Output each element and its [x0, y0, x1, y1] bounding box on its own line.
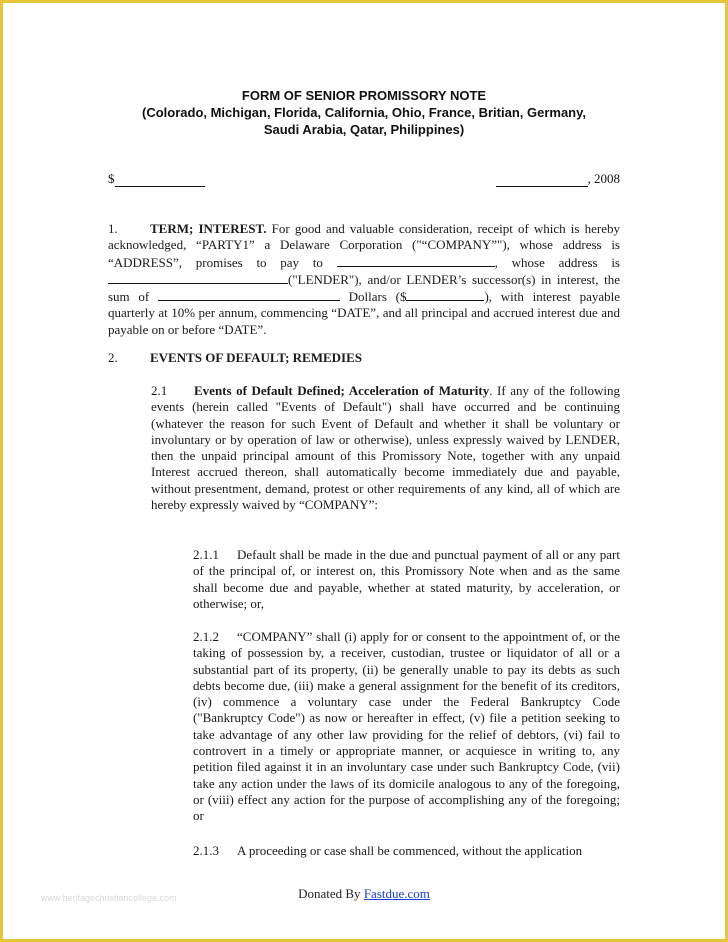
amount-blank[interactable] [115, 173, 205, 187]
section-2-1-1 [193, 547, 620, 612]
section-1-term-interest [108, 221, 620, 338]
section-text-d: Dollars ($ [339, 289, 407, 305]
amount-field [108, 171, 205, 187]
document-subtitle-line2: Saudi Arabia, Qatar, Philippines) [263, 122, 465, 137]
document-subtitle-line1: (Colorado, Michigan, Florida, California, Ohio, France, Britian, Germany, [142, 105, 586, 120]
section-heading: EVENTS OF DEFAULT; REMEDIES [150, 350, 363, 365]
section-2-1-3 [193, 843, 620, 859]
section-2-heading [108, 350, 620, 366]
document-title: FORM OF SENIOR PROMISSORY NOTE [241, 88, 487, 103]
section-number: 2.1.1 [193, 547, 219, 562]
section-heading: Events of Default Defined; Acceleration of Maturity [194, 383, 490, 398]
section-heading: TERM; INTEREST. [150, 221, 267, 236]
year-suffix: , 2008 [587, 171, 620, 186]
section-text-a: For good and valuable consideration, receipt of which is hereby acknowledged, “PARTY1” a Delaware Corporation ("“COMPANY”"), whose address is “ADDRESS”, promises to pay to [108, 221, 620, 270]
sum-blank[interactable] [158, 288, 340, 301]
section-text-e: ), with interest payable quarterly at 10% per annum, commencing “DATE”, and all principal and accrued interest due and payable on or before “DATE”. [108, 289, 620, 337]
section-number: 2.1 [151, 383, 168, 398]
dollar-amount-blank[interactable] [406, 288, 484, 301]
section-number: 2. [108, 350, 118, 365]
currency-symbol: $ [108, 171, 115, 186]
watermark: www.heritagechristiancollege.com [41, 893, 177, 903]
section-number: 1. [108, 221, 118, 236]
payee-blank[interactable] [337, 254, 495, 267]
section-text: Default shall be made in the due and punctual payment of all or any part of the principal of, or interest on, this Promissory Note when and as the same shall become due and payable, whether at stated maturity, by acceleration, or otherwise; or, [193, 547, 620, 611]
section-2-1-2 [193, 629, 620, 825]
payee-address-blank[interactable] [108, 271, 288, 284]
fastdue-link[interactable]: Fastdue.com [363, 886, 430, 901]
date-field [496, 171, 621, 187]
section-text: . If any of the following events (herein called "Events of Default") shall have occurred and be continuing (whatever the reason for such Event of Default and whether it shall be voluntary or involuntary or by operation of law or otherwise), unless expressly waived by LENDER, then the unpaid principal amount of this Promissory Note, together with any unpaid Interest accrued thereon, shall automatically become immediately due and payable, without presentment, demand, protest or other requirements of any kind, all of which are hereby expressly waived by “COMPANY”: [151, 383, 620, 513]
section-2-1-events-of-default [151, 383, 620, 513]
section-number: 2.1.2 [193, 629, 219, 644]
section-text-b: , whose address is [494, 254, 620, 270]
amount-date-line [108, 171, 620, 189]
section-text: A proceeding or case shall be commenced, without the application [237, 843, 583, 858]
section-number: 2.1.3 [193, 843, 219, 858]
section-text: “COMPANY” shall (i) apply for or consent to the appointment of, or the taking of possession by, a receiver, custodian, trustee or liquidator of all or a substantial part of its property, (ii) be generally unable to pay its debts as such debts become due, (iii) make a general assignment for the benefit of its creditors, (iv) commence a voluntary case under the Federal Bankruptcy Code ("Bankruptcy Code") as now or hereafter in effect, (v) file a petition seeking to take advantage of any other law providing for the relief of debtors, (vi) fail to controvert in a timely or appropriate manner, or acquiesce in writing to, any petition filed against it in an involuntary case under such Bankruptcy Code, (vii) take any action under the laws of its domicile analogous to any of the foregoing, or (viii) effect any action for the purpose of accomplishing any of the foregoing; or [193, 629, 620, 824]
section-text-c: ("LENDER"), and/or LENDER’s successor(s) in interest, the sum of [108, 271, 620, 305]
footer-prefix: Donated By [298, 886, 364, 901]
date-blank[interactable] [496, 173, 588, 187]
document-page [3, 3, 725, 939]
